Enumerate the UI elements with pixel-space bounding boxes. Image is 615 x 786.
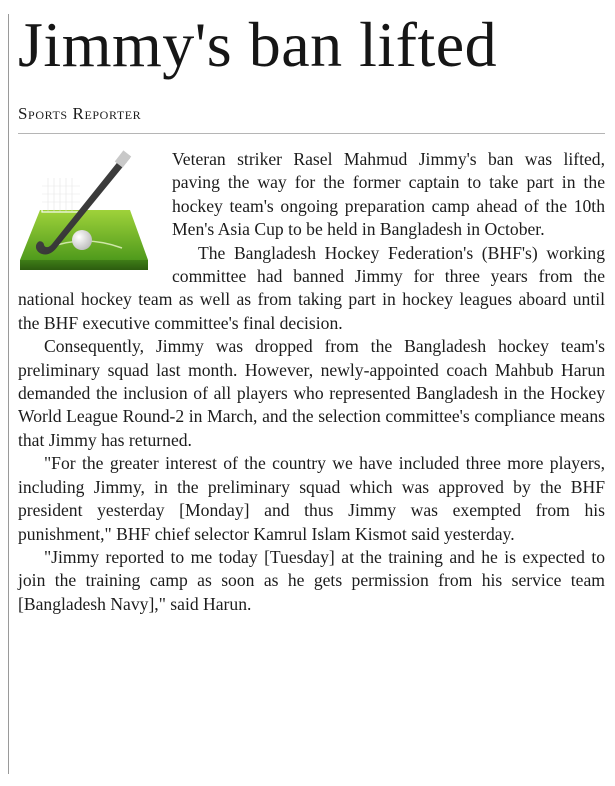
article-paragraph: The Bangladesh Hockey Federation's (BHF's) working committee had banned Jimmy for three years from the national hockey team as well as from taking part in hockey leagues aboard until the BHF executive committee's final decision. — [18, 242, 605, 333]
hockey-stick-icon — [18, 148, 158, 276]
headline: Jimmy's ban lifted — [18, 9, 498, 80]
byline: Sports Reporter — [18, 104, 142, 123]
article-paragraph: Consequently, Jimmy was dropped from the Bangladesh hockey team's preliminary squad last month. However, newly-appointed coach Mahbub Harun demanded the inclusion of all players who represented Bangladesh in the Hockey World League Round-2 in March, and the selection committee's compliance means that Jimmy has returned. — [18, 336, 605, 450]
article-body — [18, 148, 605, 616]
byline-divider — [18, 133, 605, 134]
article-paragraph: "Jimmy reported to me today [Tuesday] at the training and he is expected to join the training camp as soon as he gets permission from his service team [Bangladesh Navy]," said Harun. — [18, 546, 605, 614]
hockey-illustration — [18, 148, 168, 276]
column-rule — [8, 14, 9, 774]
article-paragraph: "For the greater interest of the country we have included three more players, including Jimmy, in the preliminary squad which was approved by the BHF president yesterday [Monday] and thus Jimmy was exempted from his punishment," BHF chief selector Kamrul Islam Kismot said yesterday. — [18, 453, 605, 544]
article-paragraph: Veteran striker Rasel Mahmud Jimmy's ban was lifted, paving the way for the former captain to take part in the hockey team's ongoing preparation camp ahead of the 10th Men's Asia Cup to be held in Bangladesh in October. — [172, 149, 605, 240]
